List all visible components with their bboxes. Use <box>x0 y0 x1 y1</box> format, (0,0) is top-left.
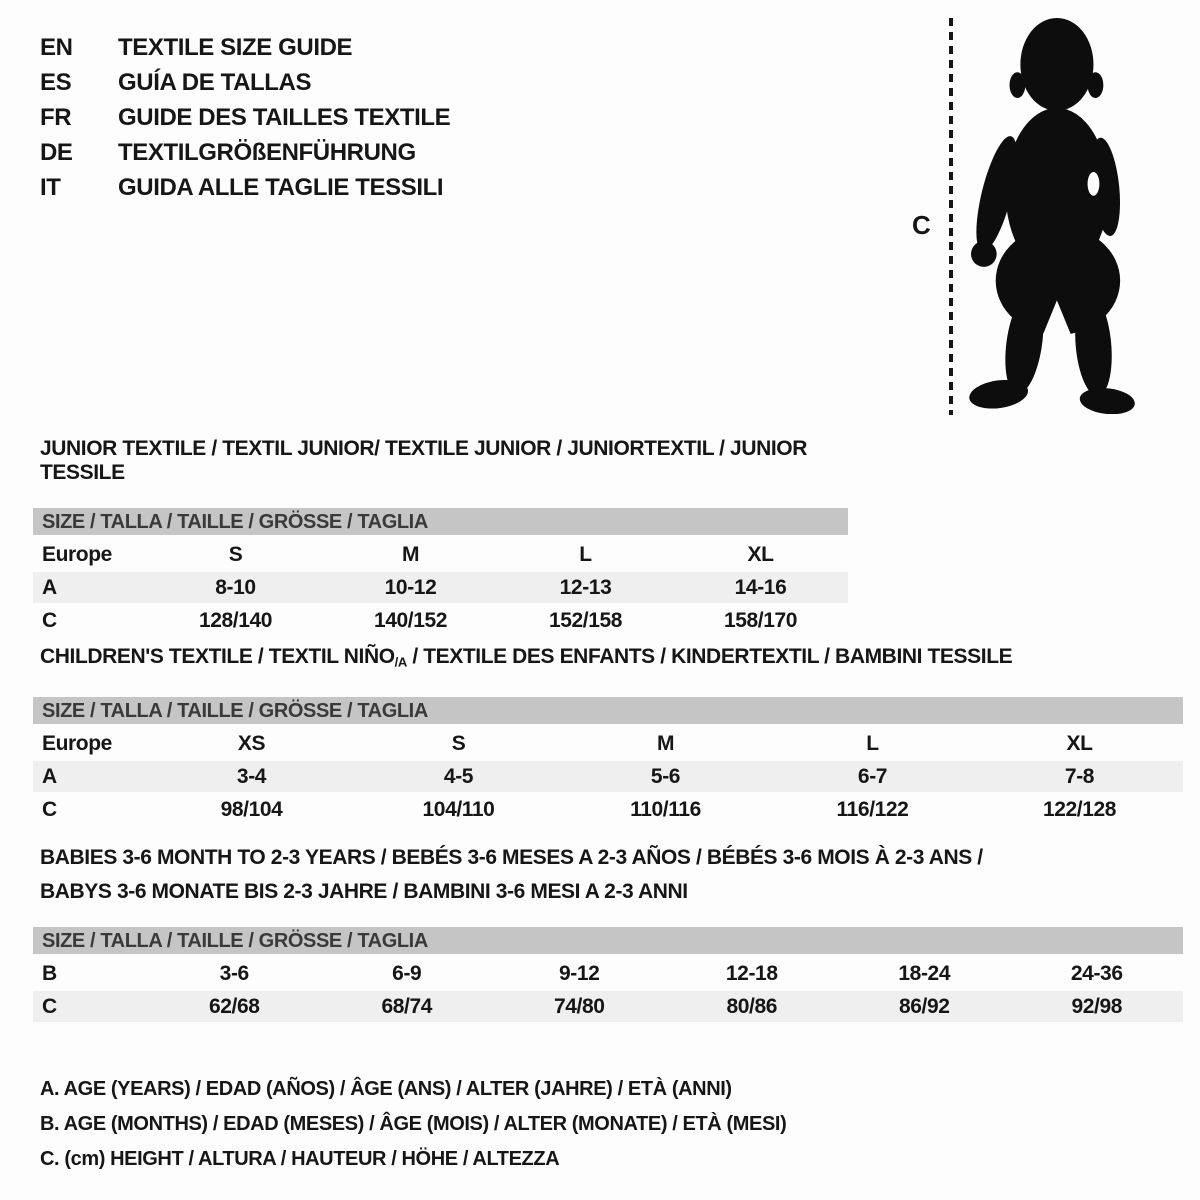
table-cell: 74/80 <box>553 995 605 1018</box>
title-text: CHILDREN'S TEXTILE / TEXTIL NIÑO <box>40 645 395 668</box>
table-cell: 3-4 <box>236 765 267 789</box>
table-cell: 104/110 <box>422 798 495 822</box>
language-code: FR <box>40 104 72 131</box>
guide-title-it: GUIDA ALLE TAGLIE TESSILI <box>118 174 444 201</box>
section-title-line <box>40 880 1183 904</box>
table-cell: 158/170 <box>723 609 798 632</box>
section-junior <box>33 437 848 638</box>
table-cell: 98/104 <box>220 798 283 822</box>
row-label: Europe <box>42 732 112 756</box>
baby-silhouette-icon <box>957 14 1145 414</box>
section-title <box>33 645 1183 674</box>
legend <box>40 1072 786 1177</box>
guide-title-fr: GUIDE DES TAILLES TEXTILE <box>118 104 451 131</box>
table-cell: 24-36 <box>1070 962 1123 985</box>
guide-title-es: GUÍA DE TALLAS <box>118 69 312 96</box>
table-cell: 12-18 <box>725 962 778 985</box>
row-label: C <box>42 798 57 822</box>
children-table <box>33 728 1183 825</box>
table-row <box>33 958 1183 989</box>
language-title-list <box>40 30 450 205</box>
table-cell: 62/68 <box>208 995 260 1018</box>
guide-title-en: TEXTILE SIZE GUIDE <box>118 34 353 61</box>
table-row <box>33 605 848 636</box>
language-row <box>40 65 450 100</box>
table-cell: 7-8 <box>1064 765 1095 789</box>
height-dashed-line <box>949 18 953 415</box>
table-cell: 122/128 <box>1042 798 1117 822</box>
table-cell: 152/158 <box>548 609 623 632</box>
table-cell: XL <box>1066 732 1093 756</box>
language-row <box>40 170 450 205</box>
row-label: C <box>42 609 57 632</box>
junior-table <box>33 539 848 636</box>
table-cell: 14-16 <box>734 576 787 599</box>
table-cell: 128/140 <box>198 609 273 632</box>
table-cell: M <box>401 543 420 566</box>
table-cell: 92/98 <box>1071 995 1123 1018</box>
language-row <box>40 30 450 65</box>
table-row <box>33 991 1183 1022</box>
language-code: DE <box>40 139 73 166</box>
table-row <box>33 572 848 603</box>
table-cell: 68/74 <box>381 995 433 1018</box>
legend-line: A. AGE (YEARS) / EDAD (AÑOS) / ÂGE (ANS) / ALTER (JAHRE) / ETÀ (ANNI) <box>40 1078 732 1100</box>
row-label: C <box>42 995 57 1018</box>
table-cell: 18-24 <box>898 962 951 985</box>
table-cell: 4-5 <box>443 765 474 789</box>
language-code: EN <box>40 34 73 61</box>
table-row <box>33 728 1183 759</box>
table-cell: L <box>866 732 879 756</box>
height-c-label: C <box>912 210 931 240</box>
language-row <box>40 100 450 135</box>
row-label: B <box>42 962 57 985</box>
table-cell: 9-12 <box>559 962 600 985</box>
section-title-line <box>40 645 1183 674</box>
title-text: BABIES 3-6 MONTH TO 2-3 YEARS / BEBÉS 3-6 MESES A 2-3 AÑOS / BÉBÉS 3-6 MOIS À 2-3 ANS / <box>40 846 983 869</box>
language-row <box>40 135 450 170</box>
title-text: / TEXTILE DES ENFANTS / KINDERTEXTIL / BAMBINI TESSILE <box>406 645 1013 668</box>
section-children <box>33 645 1183 827</box>
language-code: ES <box>40 69 72 96</box>
row-label: Europe <box>42 543 112 566</box>
section-title-line <box>40 437 848 485</box>
row-label: A <box>42 765 57 789</box>
babies-table <box>33 958 1183 1022</box>
table-cell: M <box>656 732 675 756</box>
size-header-bar: SIZE / TALLA / TAILLE / GRÖSSE / TAGLIA <box>33 697 1183 724</box>
title-text: BABYS 3-6 MONATE BIS 2-3 JAHRE / BAMBINI 3-6 MESI A 2-3 ANNI <box>40 880 688 903</box>
section-title-line <box>40 846 1183 870</box>
guide-title-de: TEXTILGRÖßENFÜHRUNG <box>118 139 416 166</box>
table-cell: XL <box>747 543 774 566</box>
table-cell: 6-7 <box>857 765 888 789</box>
table-cell: 3-6 <box>219 962 249 985</box>
baby-height-figure <box>880 0 1170 430</box>
table-cell: 110/116 <box>630 798 701 822</box>
size-header-bar: SIZE / TALLA / TAILLE / GRÖSSE / TAGLIA <box>33 927 1183 954</box>
table-cell: S <box>228 543 243 566</box>
title-text: JUNIOR TEXTILE / TEXTIL JUNIOR/ TEXTILE JUNIOR / JUNIORTEXTIL / JUNIOR TESSILE <box>40 437 807 484</box>
title-subscript: /A <box>394 654 407 670</box>
table-cell: 80/86 <box>726 995 778 1018</box>
table-cell: 5-6 <box>650 765 681 789</box>
section-title <box>33 437 848 485</box>
table-row <box>33 539 848 570</box>
table-cell: 8-10 <box>215 576 256 599</box>
table-cell: L <box>579 543 592 566</box>
table-cell: XS <box>237 732 266 756</box>
table-cell: 10-12 <box>384 576 437 599</box>
legend-line: C. (cm) HEIGHT / ALTURA / HAUTEUR / HÖHE / ALTEZZA <box>40 1148 560 1170</box>
section-babies <box>33 846 1183 1024</box>
legend-line: B. AGE (MONTHS) / EDAD (MESES) / ÂGE (MOIS) / ALTER (MONATE) / ETÀ (MESI) <box>40 1113 787 1135</box>
row-label: A <box>42 576 57 599</box>
table-row <box>33 761 1183 792</box>
table-cell: 116/122 <box>836 798 909 822</box>
table-cell: S <box>451 732 466 756</box>
table-cell: 12-13 <box>559 576 612 599</box>
table-cell: 140/152 <box>373 609 448 632</box>
size-header-bar: SIZE / TALLA / TAILLE / GRÖSSE / TAGLIA <box>33 508 848 535</box>
table-row <box>33 794 1183 825</box>
language-code: IT <box>40 174 61 201</box>
section-title <box>33 846 1183 904</box>
table-cell: 86/92 <box>898 995 950 1018</box>
table-cell: 6-9 <box>392 962 422 985</box>
